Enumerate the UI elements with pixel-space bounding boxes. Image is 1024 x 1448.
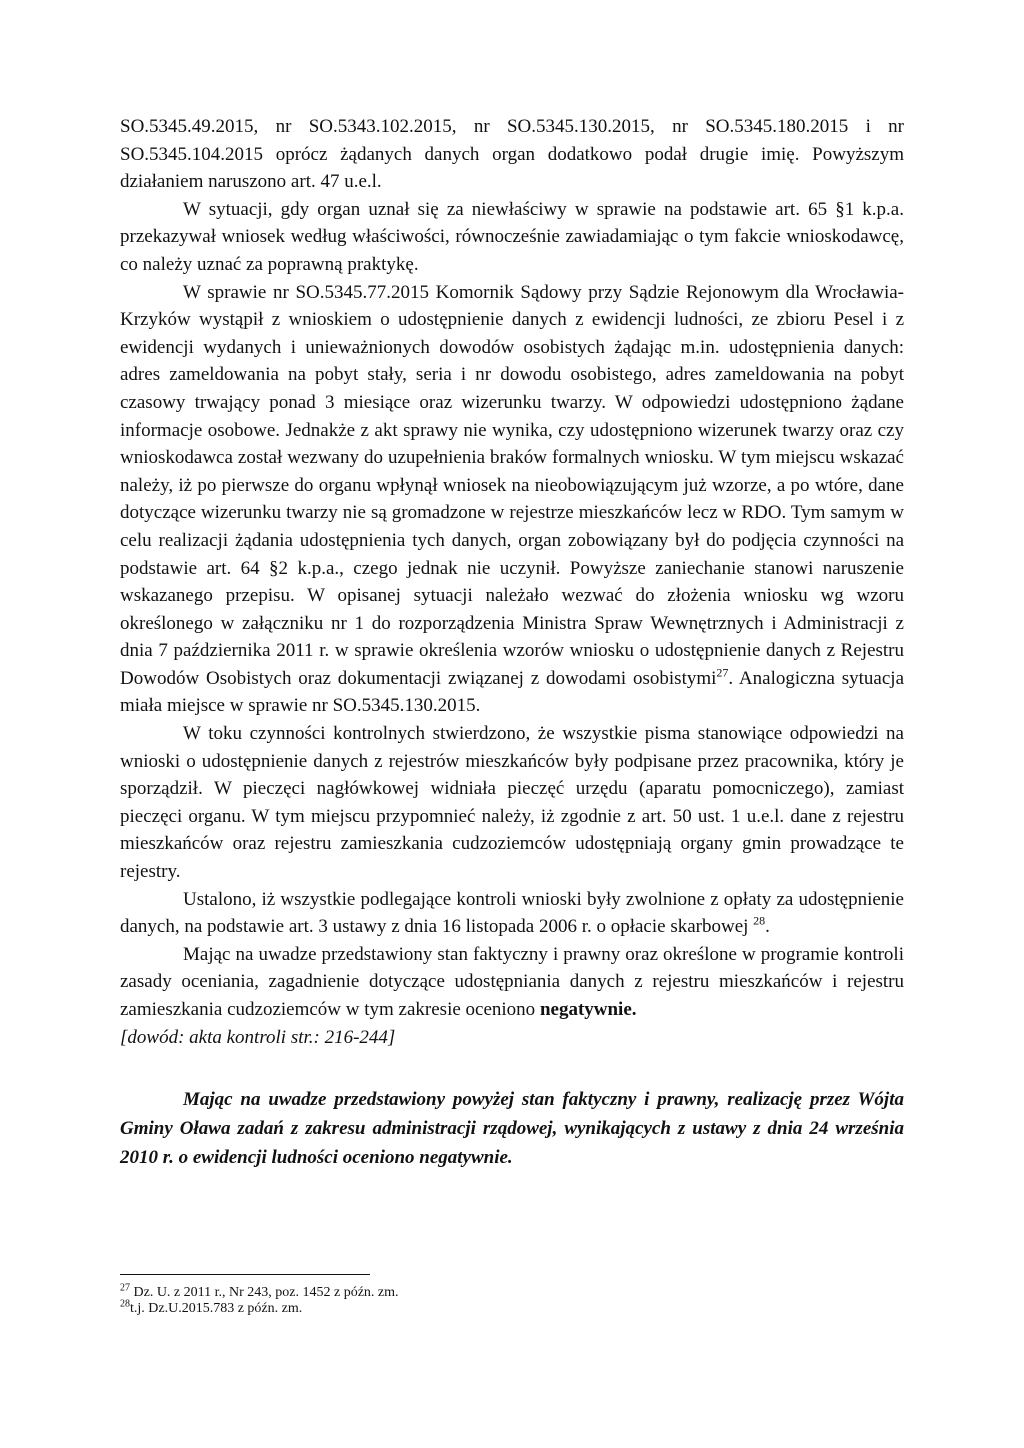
paragraph-3: W sprawie nr SO.5345.77.2015 Komornik Sądowy przy Sądzie Rejonowym dla Wrocławia-Krzyków wystąpił z wnioskiem o udostępnienie danych z ewidencji ludności, ze zbioru Pesel i z ewidencji wydanych i unieważnionych dowodów osobistych żądając m.in. udostępnienia danych: adres zameldowania na pobyt stały, seria i nr dowodu osobistego, adres zameldowania na pobyt czasowy trwający ponad 3 miesiące oraz wizerunku twarzy. W odpowiedzi udostępniono żądane informacje osobowe. Jednakże z akt sprawy nie wynika, czy udostępniono wizerunek twarzy oraz czy wnioskodawca został wezwany do uzupełnienia braków formalnych wniosku. W tym miejscu wskazać należy, iż po pierwsze do organu wpłynął wniosek na nieobowiązującym już wzorze, a po wtóre, dane dotyczące wizerunku twarzy nie są gromadzone w rejestrze mieszkańców lecz w RDO. Tym samym w celu realizacji żądania udostępnienia tych danych, organ zobowiązany był do podjęcia czynności na podstawie art. 64 §2 k.p.a., czego jednak nie uczynił. Powyższe zaniechanie stanowi naruszenie wskazanego przepisu. W opisanej sytuacji należało wezwać do złożenia wniosku wg wzoru określonego w załączniku nr 1 do rozporządzenia Ministra Spraw Wewnętrznych i Administracji z dnia 7 października 2011 r. w sprawie określenia wzorów wniosku o udostępnienie danych z Rejestru Dowodów Osobistych oraz dokumentacji związanej z dowodami osobistymi$^{27}$. Analogiczna sytuacja miała miejsce w sprawie nr SO.5345.130.2015. — [120, 281, 905, 717]
paragraph-5: Ustalono, iż wszystkie podlegające kontroli wnioski były zwolnione z opłaty za udostępnienie danych, na podstawie art. 3 ustawy z dnia 16 listopada 2006 r. o opłacie skarbowej $^{28}$. — [120, 888, 904, 938]
evidence-reference: [dowód: akta kontroli str.: 216-244] — [120, 1026, 396, 1048]
footnote-divider — [120, 1274, 370, 1275]
footnote-27: $^{27}$ Dz. U. z 2011 r., Nr 243, poz. 1452 z późn. zm. — [120, 1282, 399, 1300]
paragraph-1: SO.5345.49.2015, nr SO.5343.102.2015, nr SO.5345.130.2015, nr SO.5345.180.2015 i nr SO.5345.104.2015 oprócz żądanych danych organ dodatkowo podał drugie imię. Powyższym działaniem naruszono art. 47 u.e.l. — [120, 116, 904, 193]
footnote-28: $^{28}$t.j. Dz.U.2015.783 z późn. zm. — [120, 1298, 303, 1316]
footnotes — [120, 1274, 904, 1317]
paragraph-2: W sytuacji, gdy organ uznał się za niewłaściwy w sprawie na podstawie art. 65 §1 k.p.a. przekazywał wniosek według właściwości, równocześnie zawiadamiając o tym fakcie wnioskodawcę, co należy uznać za poprawną praktykę. — [120, 198, 904, 275]
summary-conclusion: Mając na uwadze przedstawiony powyżej stan faktyczny i prawny, realizację przez Wójta Gminy Oława zadań z zakresu administracji rządowej, wynikających z ustawy z dnia 24 września 2010 r. o ewidencji ludności oceniono negatywnie. — [120, 1089, 904, 1169]
footnote-ref-28: 28 — [753, 913, 766, 928]
paragraph-6: Mając na uwadze przedstawiony stan faktyczny i prawny oraz określone w programie kontroli zasady oceniania, zagadnienie dotyczące udostępniania danych z rejestru mieszkańców i rejestru zamieszkania cudzoziemców w tym zakresie oceniono negatywnie. — [120, 943, 904, 1020]
footnote-ref-27: 27 — [716, 665, 729, 680]
assessment-negative: negatywnie. — [539, 999, 637, 1020]
document-body — [120, 113, 904, 1172]
paragraph-4: W toku czynności kontrolnych stwierdzono, że wszystkie pisma stanowiące odpowiedzi na wnioski o udostępnienie danych z rejestrów mieszkańców były podpisane przez pracownika, który je sporządził. W pieczęci nagłówkowej widniała pieczęć urzędu (aparatu pomocniczego), zamiast pieczęci organu. W tym miejscu przypomnieć należy, iż zgodnie z art. 50 ust. 1 u.e.l. dane z rejestru mieszkańców oraz rejestru zamieszkania cudzoziemców udostępniają organy gmin prowadzące te rejestry. — [120, 723, 904, 883]
